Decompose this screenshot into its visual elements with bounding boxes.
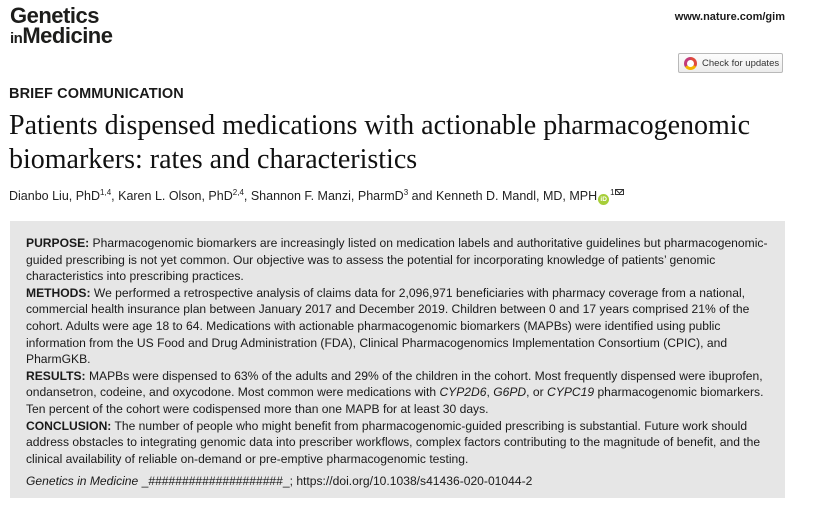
logo-medicine: Medicine bbox=[22, 23, 113, 49]
journal-url-link[interactable]: www.nature.com/gim bbox=[674, 11, 785, 23]
author-affiliation: 3 bbox=[403, 188, 409, 197]
check-for-updates-label: Check for updates bbox=[702, 57, 780, 69]
author-affiliation: 1,4 bbox=[100, 188, 112, 197]
citation-journal: Genetics in Medicine bbox=[26, 474, 139, 489]
logo-line-medicine bbox=[10, 23, 113, 49]
gene-name: CYP2D6 bbox=[439, 385, 487, 400]
purpose-text: Pharmacogenomic biomarkers are increasingly listed on medication labels and authoritative guidelines but pharmacogenomic-guided prescribing is not yet common. Our objective was to assess the potential for incorporating knowledge of patients’ genomic characteristics into prescribing practices. bbox=[26, 236, 768, 284]
results-text: MAPBs were dispensed to 63% of the adults and 29% of the children in the cohort. Most frequently dispensed were ibuprofen, ondansetron, codeine, and oxycodone. Most common were medications with bbox=[26, 368, 763, 400]
author-affiliation: 2,4 bbox=[232, 188, 244, 197]
abstract-results: RESULTS: MAPBs were dispensed to 63% of the adults and 29% of the children in the cohort. Most frequently dispensed were ibuprofen, ondansetron, codeine, and oxycodone. Most common were medications with CYP2D6, G6PD, or CYPC19 pharmacogenomic biomarkers. Ten percent of the cohort were codispensed more than one MAPB for at least 30 days. bbox=[26, 368, 764, 416]
author-list: Dianbo Liu, PhD$^{1,4}$, Karen L. Olson, PhD$^{2,4}$, Shannon F. Manzi, PharmD$^3$ and Kenneth D. Mandl, MD, MPH $iD^1$ bbox=[9, 188, 624, 205]
logo-line-genetics: Genetics bbox=[10, 3, 99, 28]
gene-name: G6PD bbox=[493, 385, 527, 400]
conclusion-text: The number of people who might benefit from pharmacogenomic-guided prescribing is substantial. Future work should address obstacles to integrating genomic data into prescriber workflows, complex factors contributing to the magnitude of benefit, and the clinical availability of reliable on-demand or pre-emptive pharmacogenomic testing. bbox=[26, 418, 761, 466]
purpose-heading: PURPOSE: bbox=[26, 236, 90, 250]
crossmark-icon bbox=[684, 57, 697, 70]
conclusion-heading: CONCLUSION: bbox=[26, 418, 112, 433]
citation-line bbox=[26, 473, 769, 490]
journal-logo[interactable] bbox=[10, 3, 113, 49]
article-title: Patients dispensed medications with actionable pharmacogenomic biomarkers: rates and characteristics bbox=[9, 110, 751, 175]
author-name[interactable]: Kenneth D. Mandl, MD, MPH bbox=[435, 189, 598, 204]
author-name[interactable]: Karen L. Olson, PhD bbox=[118, 189, 233, 204]
results-heading: RESULTS: bbox=[26, 368, 86, 383]
gene-name: CYPC19 bbox=[547, 385, 595, 400]
email-icon[interactable] bbox=[615, 189, 624, 195]
methods-heading: METHODS: bbox=[26, 285, 91, 300]
author-affiliation: 1 bbox=[610, 188, 615, 197]
author-name[interactable]: Dianbo Liu, PhD bbox=[9, 189, 101, 204]
abstract-purpose bbox=[26, 235, 769, 285]
citation-doi[interactable]: _####################_; https://doi.org/10.1038/s41436-020-01044-2 bbox=[138, 474, 533, 489]
check-for-updates-button[interactable] bbox=[678, 53, 783, 73]
abstract-methods bbox=[26, 285, 769, 368]
article-type-label: BRIEF COMMUNICATION bbox=[9, 86, 184, 102]
logo-in: in bbox=[10, 30, 23, 48]
methods-text: We performed a retrospective analysis of claims data for 2,096,971 beneficiaries with pharmacy coverage from a national, commercial health insurance plan between January 2017 and December 2019. Children between 0 and 17 years comprised 21% of the cohort. Adults were age 18 to 64. Medications with actionable pharmacogenomic biomarkers (MAPBs) were identified using public information from the US Food and Drug Administration (FDA), Clinical Pharmacogenomics Implementation Consortium (CPIC), and PharmGKB. bbox=[26, 285, 750, 367]
abstract-conclusion bbox=[26, 418, 769, 468]
abstract-box bbox=[10, 221, 785, 498]
author-name[interactable]: Shannon F. Manzi, PharmD bbox=[250, 189, 404, 204]
orcid-icon[interactable]: iD bbox=[598, 194, 609, 205]
